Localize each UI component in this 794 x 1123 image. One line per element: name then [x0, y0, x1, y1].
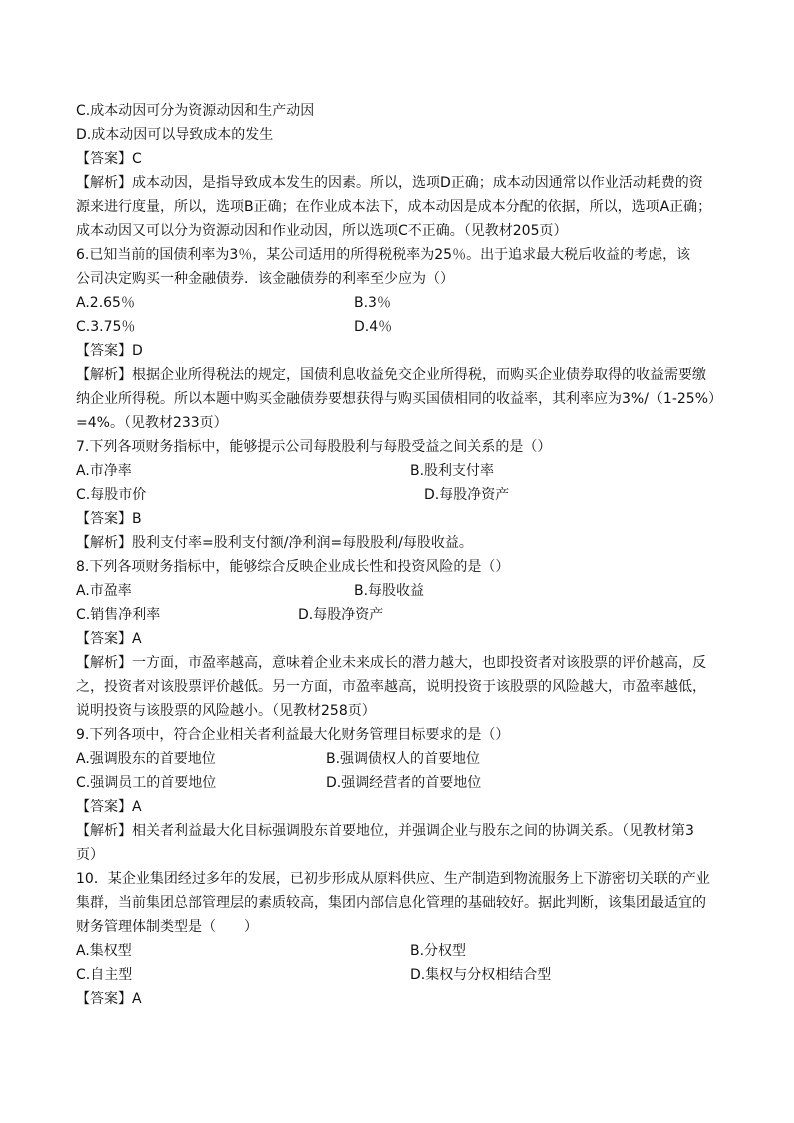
text-line: 【解析】股利支付率=股利支付额/净利润=每股股利/每股收益。: [76, 535, 473, 551]
question-10-cont: 财务管理体制类型是（ ）: [76, 919, 258, 935]
text-line: 源来进行度量，所以，选项B正确；在作业成本法下，成本动因是成本分配的依据，所以，选项A正确；: [76, 199, 712, 215]
text-line: 【解析】成本动因，是指导致成本发生的因素。所以，选项D正确；成本动因通常以作业活动耗费的资: [76, 175, 703, 191]
option-a: A.强调股东的首要地位: [76, 751, 216, 767]
question-9: 9.下列各项中，符合企业相关者利益最大化财务管理目标要求的是（）: [76, 727, 510, 743]
question-8: 8.下列各项财务指标中，能够综合反映企业成长性和投资风险的是（）: [76, 559, 510, 575]
text-line: 之，投资者对该股票评价越低。另一方面，市盈率越高，说明投资于该股票的风险越大，市盈率越低，: [76, 679, 706, 695]
option-c: C.每股市价: [76, 487, 147, 503]
text-line: =4%。（见教材233页）: [76, 415, 228, 431]
option-d: D.集权与分权相结合型: [410, 967, 552, 983]
option-a: A.市盈率: [76, 583, 132, 599]
answer-line: 【答案】D: [76, 343, 143, 359]
answer-line: 【答案】B: [76, 511, 142, 527]
option-c: C.销售净利率: [76, 607, 161, 623]
text-line: 成本动因又可以分为资源动因和作业动因，所以选项C不正确。（见教材205页）: [76, 223, 568, 239]
option-b: B.股利支付率: [410, 463, 495, 479]
question-6-cont: 公司决定购买一种金融债券．该金融债券的利率至少应为（）: [76, 271, 454, 287]
text-line: 【解析】相关者利益最大化目标强调股东首要地位，并强调企业与股东之间的协调关系。（见教材第3: [76, 823, 694, 839]
text-line: 【解析】根据企业所得税法的规定，国债利息收益免交企业所得税，而购买企业债券取得的收益需要缴: [76, 367, 706, 383]
text-line: D.成本动因可以导致成本的发生: [76, 127, 274, 143]
option-d: D.强调经营者的首要地位: [326, 775, 482, 791]
option-b: B.3％: [354, 295, 391, 311]
answer-line: 【答案】A: [76, 631, 142, 647]
option-b: B.每股收益: [354, 583, 425, 599]
answer-line: 【答案】A: [76, 991, 142, 1007]
question-10: 10．某企业集团经过多年的发展，已初步形成从原料供应、生产制造到物流服务上下游密切关联的产业: [76, 871, 710, 887]
question-6: 6.已知当前的国债利率为3％，某公司适用的所得税税率为25％。出于追求最大税后收益的考虑，该: [76, 247, 691, 263]
option-a: A.集权型: [76, 943, 132, 959]
text-line: 说明投资与该股票的风险越小。（见教材258页）: [76, 703, 376, 719]
option-c: C.3.75％: [76, 319, 136, 335]
text-line: 纳企业所得税。所以本题中购买金融债券要想获得与购买国债相同的收益率，其利率应为3%/（1-25%）: [76, 391, 723, 407]
option-d: D.每股净资产: [298, 607, 384, 623]
option-a: A.市净率: [76, 463, 132, 479]
option-b: B.分权型: [410, 943, 467, 959]
question-10-cont: 集群，当前集团总部管理层的素质较高，集团内部信息化管理的基础较好。据此判断，该集团最适宜的: [76, 895, 706, 911]
option-b: B.强调债权人的首要地位: [326, 751, 481, 767]
text-line: 【解析】一方面，市盈率越高，意味着企业未来成长的潜力越大，也即投资者对该股票的评价越高，反: [76, 655, 706, 671]
option-c: C.强调员工的首要地位: [76, 775, 217, 791]
question-7: 7.下列各项财务指标中，能够提示公司每股股利与每股受益之间关系的是（）: [76, 439, 552, 455]
answer-line: 【答案】C: [76, 151, 142, 167]
option-c: C.自主型: [76, 967, 133, 983]
text-line: 页）: [76, 847, 104, 863]
answer-line: 【答案】A: [76, 799, 142, 815]
option-a: A.2.65％: [76, 295, 135, 311]
option-d: D.4％: [354, 319, 393, 335]
text-line: C.成本动因可分为资源动因和生产动因: [76, 103, 315, 119]
option-d: D.每股净资产: [424, 487, 510, 503]
